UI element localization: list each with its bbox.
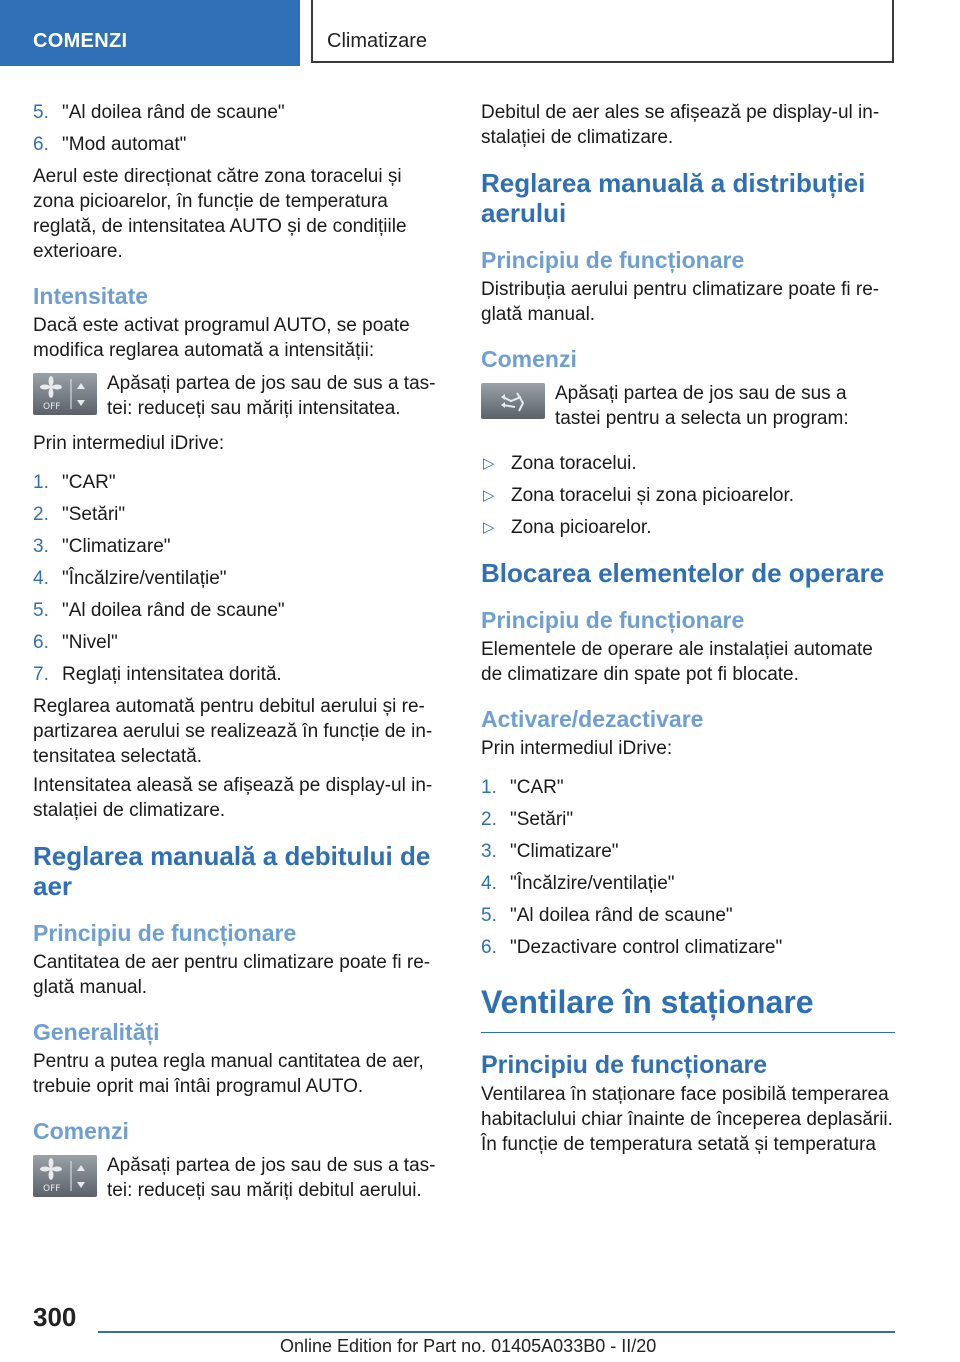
list-item <box>481 807 895 832</box>
off-label: OFF <box>43 1184 61 1194</box>
list-number: 5. <box>481 905 497 926</box>
list-number: 4. <box>33 568 49 589</box>
paragraph: Elementele de operare ale instalației automate de climatizare din spate pot fi blocate. <box>481 639 873 685</box>
air-distribution-icon <box>481 383 545 419</box>
list-text: Zona picioarelor. <box>511 517 652 538</box>
air-distribution-button-icon <box>481 383 545 419</box>
list-number: 4. <box>481 873 497 894</box>
right-column <box>481 100 895 1161</box>
list-item <box>481 903 895 928</box>
icon-row <box>481 381 895 431</box>
list-text: "CAR" <box>510 777 564 798</box>
list-text: "Al doilea rând de scaune" <box>62 600 285 621</box>
icon-description: Apăsați partea de jos sau de sus a tas‐ tei: reduceți sau măriți debitul aerului. <box>107 1155 436 1201</box>
list-text: "CAR" <box>62 472 116 493</box>
header-title: Climatizare <box>327 30 428 52</box>
list-number: 1. <box>33 472 49 493</box>
list-text: "Climatizare" <box>62 536 171 557</box>
list-item <box>481 935 895 960</box>
off-label: OFF <box>43 402 61 412</box>
bullet-triangle-icon: ▷ <box>483 519 495 536</box>
fan-button-icon <box>33 373 97 415</box>
list-text: Reglați intensitatea dorită. <box>62 664 282 685</box>
list-number: 2. <box>481 809 497 830</box>
fan-icon <box>33 373 97 415</box>
list-text: "Mod automat" <box>62 134 187 155</box>
bullet-triangle-icon: ▷ <box>483 455 495 472</box>
heading-debit: Reglarea manuală a debitului de aer <box>33 841 431 901</box>
heading-blocare: Blocarea elementelor de operare <box>481 558 885 588</box>
list-number: 1. <box>481 777 497 798</box>
list-item <box>33 598 447 623</box>
fan-button-icon <box>33 1155 97 1197</box>
footer-divider <box>98 1331 895 1333</box>
paragraph: Prin intermediul iDrive: <box>33 433 225 454</box>
fan-icon <box>33 1155 97 1197</box>
list-item <box>481 775 895 800</box>
bullet-triangle-icon: ▷ <box>483 487 495 504</box>
heading-intensitate: Intensitate <box>33 283 149 309</box>
paragraph: Dacă este activat programul AUTO, se poate modifica reglarea automată a intensității: <box>33 315 410 361</box>
list-number: 5. <box>33 600 49 621</box>
list-item <box>33 630 447 655</box>
paragraph: Intensitatea aleasă se afișează pe display-ul in‐ stalației de climatizare. <box>33 775 433 821</box>
list-item <box>481 451 895 476</box>
paragraph: Aerul este direcționat către zona toracelui și zona picioarelor, în funcție de temperatura reglată, de intensitatea AUTO și de condițiile exterioare. <box>33 166 407 262</box>
heading-ventilare: Ventilare în staționare <box>481 982 895 1033</box>
list-number: 2. <box>33 504 49 525</box>
heading-principiu: Principiu de funcționare <box>33 920 297 946</box>
footer-edition: Online Edition for Part no. 01405A033B0 - II/20 <box>280 1336 657 1356</box>
list-item <box>33 470 447 495</box>
list-text: "Încălzire/ventilație" <box>62 568 227 589</box>
list-item <box>33 534 447 559</box>
list-item <box>33 132 447 157</box>
heading-comenzi: Comenzi <box>33 1118 129 1144</box>
paragraph: Prin intermediul iDrive: <box>481 738 673 759</box>
list-number: 6. <box>481 937 497 958</box>
header-section-label: COMENZI <box>33 30 128 52</box>
list-text: "Dezactivare control climatizare" <box>510 937 783 958</box>
icon-row <box>33 371 447 421</box>
list-text: "Al doilea rând de scaune" <box>62 102 285 123</box>
heading-distributie: Reglarea manuală a distribuției aerului <box>481 168 866 228</box>
list-number: 7. <box>33 664 49 685</box>
list-text: "Setări" <box>510 809 574 830</box>
icon-row <box>33 1153 447 1203</box>
list-item <box>33 100 447 125</box>
left-column <box>33 100 447 1213</box>
paragraph: Debitul de aer ales se afișează pe display-ul in‐ stalației de climatizare. <box>481 102 880 148</box>
icon-description: Apăsați partea de jos sau de sus a tas‐ tei: reduceți sau măriți intensitatea. <box>107 373 436 419</box>
page-number: 300 <box>33 1302 77 1332</box>
heading-principiu: Principiu de funcționare <box>481 247 745 273</box>
list-text: Zona toracelui și zona picioarelor. <box>511 485 795 506</box>
paragraph: Cantitatea de aer pentru climatizare poate fi re‐ glată manual. <box>33 952 431 998</box>
list-text: "Al doilea rând de scaune" <box>510 905 733 926</box>
heading-principiu: Principiu de funcționare <box>481 607 745 633</box>
paragraph: Distribuția aerului pentru climatizare poate fi re‐ glată manual. <box>481 279 880 325</box>
list-text: "Încălzire/ventilație" <box>510 873 675 894</box>
list-item <box>481 483 895 508</box>
list-item <box>33 502 447 527</box>
list-number: 5. <box>33 102 49 123</box>
list-text: "Nivel" <box>62 632 118 653</box>
heading-comenzi: Comenzi <box>481 346 577 372</box>
list-text: "Setări" <box>62 504 126 525</box>
paragraph: Ventilarea în staționare face posibilă temperarea habitaclului chiar înainte de începerea deplasării. În funcție de temperatura setată și temperatura <box>481 1084 893 1155</box>
header-title-box <box>311 0 894 63</box>
list-item <box>33 566 447 591</box>
list-text: "Climatizare" <box>510 841 619 862</box>
list-number: 6. <box>33 632 49 653</box>
list-item <box>33 662 447 687</box>
heading-principiu: Principiu de funcționare <box>481 1051 768 1079</box>
list-item <box>481 839 895 864</box>
paragraph: Pentru a putea regla manual cantitatea de aer, trebuie oprit mai întâi programul AUTO. <box>33 1051 424 1097</box>
heading-activare: Activare/dezactivare <box>481 706 704 732</box>
list-number: 6. <box>33 134 49 155</box>
icon-description: Apăsați partea de jos sau de sus a tastei pentru a selecta un program: <box>555 383 849 429</box>
list-item <box>481 515 895 540</box>
list-item <box>481 871 895 896</box>
list-text: Zona toracelui. <box>511 453 637 474</box>
list-number: 3. <box>481 841 497 862</box>
heading-generalitati: Generalități <box>33 1019 160 1045</box>
paragraph: Reglarea automată pentru debitul aerului și re‐ partizarea aerului se realizează în funcție de in‐ tensitatea selectată. <box>33 696 433 767</box>
header-section-tab <box>0 0 300 66</box>
list-number: 3. <box>33 536 49 557</box>
